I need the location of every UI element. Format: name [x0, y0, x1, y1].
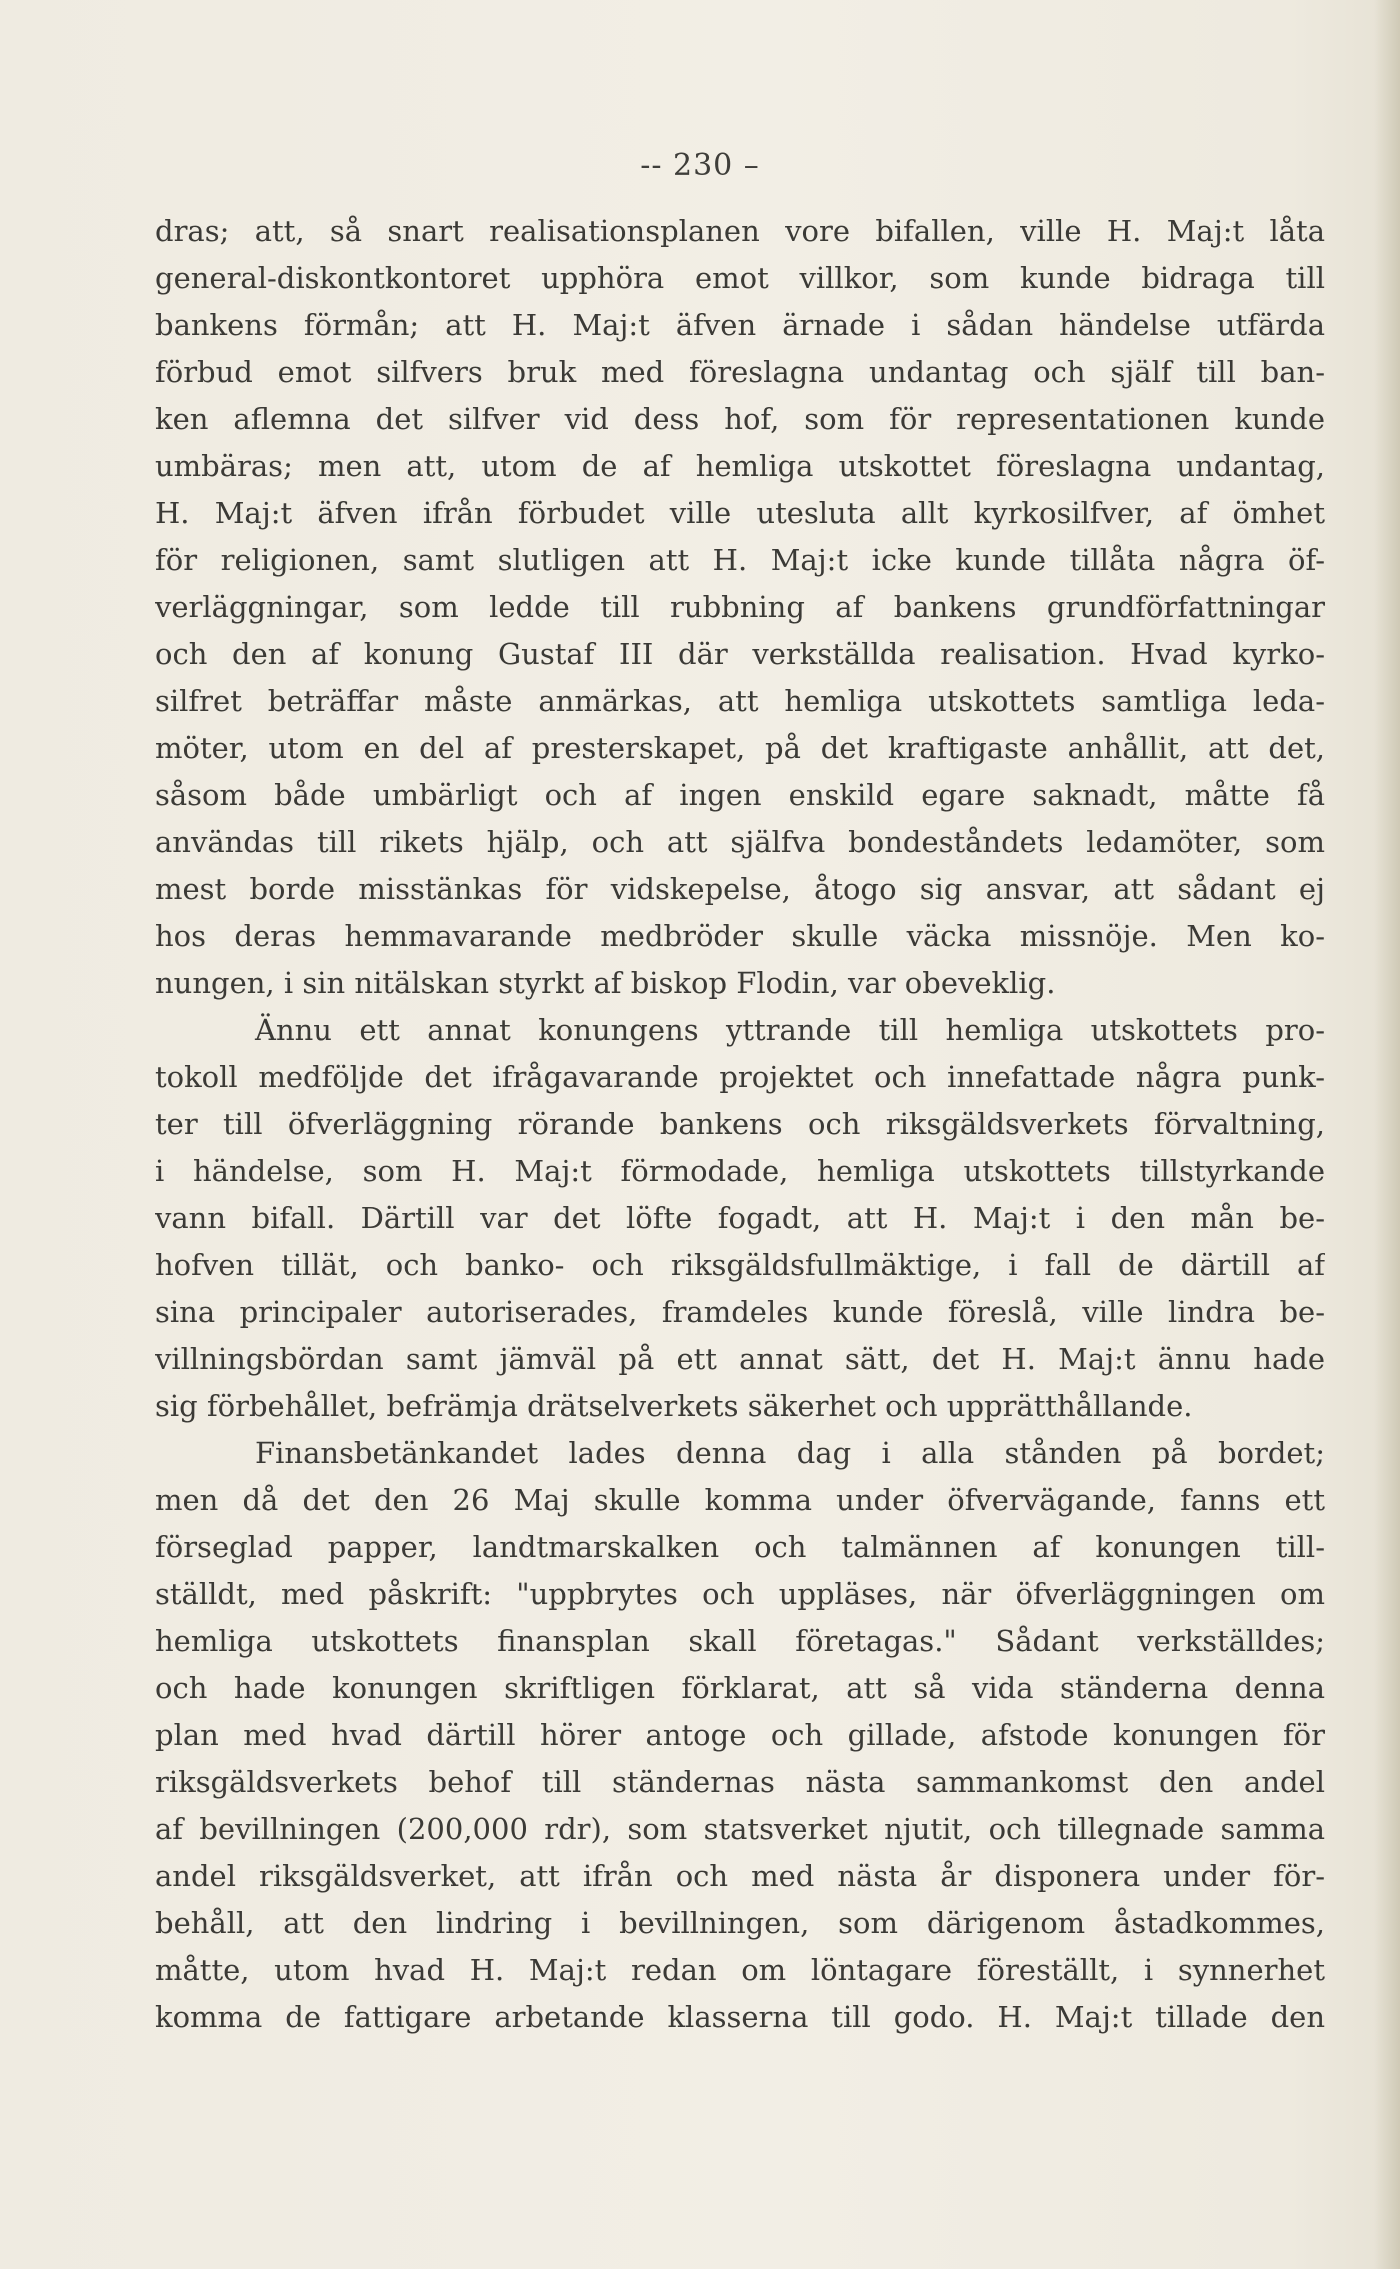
text-line: bankens förmån; att H. Maj:t äfven ärnade i sådan händelse utfärda	[155, 308, 1325, 342]
text-line: användas till rikets hjälp, och att själfva bondeståndets ledamöter, som	[155, 825, 1325, 859]
text-line: möter, utom en del af presterskapet, på det kraftigaste anhållit, att det,	[155, 731, 1325, 765]
text-line: hemliga utskottets finansplan skall företagas." Sådant verkställdes;	[155, 1624, 1325, 1658]
text-line: andel riksgäldsverket, att ifrån och med nästa år disponera under för-	[155, 1859, 1325, 1893]
text-line: ken aflemna det silfver vid dess hof, som för representationen kunde	[155, 402, 1325, 436]
text-line: och den af konung Gustaf III där verkställda realisation. Hvad kyrko-	[155, 637, 1325, 671]
text-line: verläggningar, som ledde till rubbning af bankens grundförfattningar	[155, 590, 1325, 624]
text-line: ställdt, med påskrift: "uppbrytes och uppläses, när öfverläggningen om	[155, 1577, 1325, 1611]
text-line: Ännu ett annat konungens yttrande till hemliga utskottets pro-	[255, 1013, 1325, 1047]
text-line: ter till öfverläggning rörande bankens och riksgäldsverkets förvaltning,	[155, 1107, 1325, 1141]
text-line: förbud emot silfvers bruk med föreslagna undantag och själf till ban-	[155, 355, 1325, 389]
text-line: för religionen, samt slutligen att H. Maj:t icke kunde tillåta några öf-	[155, 543, 1325, 577]
text-line: general-diskontkontoret upphöra emot villkor, som kunde bidraga till	[155, 261, 1325, 295]
text-line: umbäras; men att, utom de af hemliga utskottet föreslagna undantag,	[155, 449, 1325, 483]
page-number: -- 230 –	[640, 148, 760, 183]
text-line: komma de fattigare arbetande klasserna till godo. H. Maj:t tillade den	[155, 2000, 1325, 2034]
text-line: plan med hvad därtill hörer antoge och gillade, afstode konungen för	[155, 1718, 1325, 1752]
text-line: behåll, att den lindring i bevillningen, som därigenom åstadkommes,	[155, 1906, 1325, 1940]
text-line: hofven tillät, och banko- och riksgäldsfullmäktige, i fall de därtill af	[155, 1248, 1325, 1282]
text-line: H. Maj:t äfven ifrån förbudet ville utesluta allt kyrkosilfver, af ömhet	[155, 496, 1325, 530]
text-line: i händelse, som H. Maj:t förmodade, hemliga utskottets tillstyrkande	[155, 1154, 1325, 1188]
text-line: förseglad papper, landtmarskalken och talmännen af konungen till-	[155, 1530, 1325, 1564]
text-line: villningsbördan samt jämväl på ett annat sätt, det H. Maj:t ännu hade	[155, 1342, 1325, 1376]
page-edge-shadow	[1374, 0, 1400, 2269]
text-line: hos deras hemmavarande medbröder skulle väcka missnöje. Men ko-	[155, 919, 1325, 953]
text-line: vann bifall. Därtill var det löfte fogadt, att H. Maj:t i den mån be-	[155, 1201, 1325, 1235]
text-line: men då det den 26 Maj skulle komma under öfvervägande, fanns ett	[155, 1483, 1325, 1517]
text-line: nungen, i sin nitälskan styrkt af biskop Flodin, var obeveklig.	[155, 966, 1056, 1000]
text-line: tokoll medföljde det ifrågavarande projektet och innefattade några punk-	[155, 1060, 1325, 1094]
body-text	[155, 208, 1325, 2041]
text-line: silfret beträffar måste anmärkas, att hemliga utskottets samtliga leda-	[155, 684, 1325, 718]
text-line: måtte, utom hvad H. Maj:t redan om löntagare föreställt, i synnerhet	[155, 1953, 1325, 1987]
text-line: mest borde misstänkas för vidskepelse, åtogo sig ansvar, att sådant ej	[155, 872, 1325, 906]
text-line: af bevillningen (200,000 rdr), som statsverket njutit, och tillegnade samma	[155, 1812, 1325, 1846]
text-line: sig förbehållet, befrämja drätselverkets säkerhet och upprätthållande.	[155, 1389, 1193, 1423]
text-line: sina principaler autoriserades, framdeles kunde föreslå, ville lindra be-	[155, 1295, 1325, 1329]
text-line: dras; att, så snart realisationsplanen vore bifallen, ville H. Maj:t låta	[155, 214, 1325, 248]
text-line: såsom både umbärligt och af ingen enskild egare saknadt, måtte få	[155, 778, 1325, 812]
text-line: Finansbetänkandet lades denna dag i alla stånden på bordet;	[255, 1436, 1325, 1470]
text-line: riksgäldsverkets behof till ständernas nästa sammankomst den andel	[155, 1765, 1325, 1799]
text-line: och hade konungen skriftligen förklarat, att så vida ständerna denna	[155, 1671, 1325, 1705]
